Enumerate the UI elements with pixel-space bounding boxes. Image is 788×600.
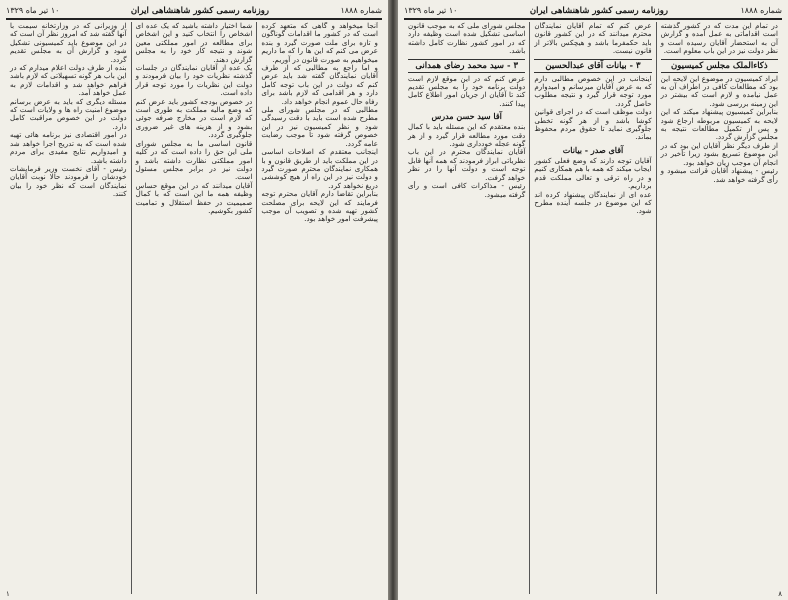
left-page	[0, 0, 388, 600]
left-column-2	[131, 22, 257, 594]
right-column-3	[404, 22, 529, 594]
paragraph: مسئله دیگری که باید به عرض برسانم موضوع امنیت راه ها و ولایات است که دولت در این خصوص مراقبت کامل دارد.	[9, 96, 127, 131]
left-column-1	[256, 22, 382, 594]
paragraph: اینجانب در این خصوص مطالبی دارم که به عرض آقایان میرسانم و امیدوارم مورد توجه قرار گیرد و نتیجه مطلوب حاصل گردد.	[534, 73, 652, 108]
right-header-date: ۱۰ تیر ماه ۱۳۲۹	[404, 6, 458, 15]
right-column-1	[656, 22, 782, 594]
section-subhead: آقا سید حسن مدرس	[431, 111, 502, 122]
paragraph: در تمام این مدت که در کشور گذشته است اقداماتی به عمل آمده و گزارش آن به استحضار آقایان رسیده است و نظر دولت نیز در این باب معلوم است.	[660, 22, 778, 56]
paragraph: رئیس - مذاکرات کافی است و رأی گرفته میشود.	[408, 181, 526, 199]
paragraph: بنابراین تقاضا دارم آقایان محترم توجه فرمایند که این لایحه برای مصلحت کشور تهیه شده و تصویب آن موجب پیشرفت امور خواهد بود.	[261, 189, 378, 224]
paragraph: عرض کنم که تمام آقایان نمایندگان محترم میدانند که در این کشور قانون باید حکمفرما باشد و هیچکس بالاتر از قانون نیست.	[534, 22, 652, 56]
left-header-date: ۱۰ تیر ماه ۱۳۲۹	[6, 6, 60, 15]
paragraph: عرض کنم که در این موقع لازم است دولت برنامه خود را به مجلس تقدیم کند تا آقایان از جریان امور اطلاع کامل پیدا کنند.	[408, 73, 526, 108]
paragraph: شما اختیار داشته باشید که یک عده ای اشخاص را انتخاب کنید و این اشخاص برای مطالعه در امور مملکتی معین شوند و نتیجه کار خود را به مجلس گزارش دهند.	[135, 22, 253, 64]
left-page-header	[6, 4, 382, 20]
paragraph: بنابراین کمیسیون پیشنهاد میکند که این لایحه به کمیسیون مربوطه ارجاع شود و پس از تکمیل مطالعات نتیجه به مجلس گزارش گردد.	[660, 107, 778, 142]
paragraph: بنده معتقدم که این مسئله باید با کمال دقت مورد مطالعه قرار گیرد و از هر گونه عجله خودداری شود.	[408, 122, 526, 149]
left-page-number: ۱	[6, 590, 10, 598]
right-header-issue: شماره ۱۸۸۸	[740, 6, 782, 15]
right-page-columns	[404, 22, 782, 594]
section-heading: ۳ - بیانات آقای عبدالحسین	[534, 59, 651, 73]
left-page-columns	[6, 22, 382, 594]
paragraph: اینجانب معتقدم که اصلاحات اساسی در این مملکت باید از طریق قانون و با همکاری نمایندگان محترم صورت گیرد و دولت نیز در این راه از هیچ کوششی دریغ نخواهد کرد.	[261, 147, 378, 190]
page-gutter	[388, 0, 398, 600]
paragraph: آقایان توجه دارند که وضع فعلی کشور ایجاب میکند که همه با هم همکاری کنیم و در راه ترقی و تعالی مملکت قدم برداریم.	[534, 155, 652, 191]
paragraph: و اما راجع به مطالبی که از طرف آقایان نمایندگان گفته شد باید عرض کنم که دولت در این باب توجه کامل دارد و هر اقدامی که لازم باشد برای رفاه حال عموم انجام خواهد داد.	[261, 63, 378, 106]
paragraph: در خصوص بودجه کشور باید عرض کنم که وضع مالیه مملکت به طوری است که لازم است در مخارج صرفه جوئی بشود و از هزینه های غیر ضروری جلوگیری گردد.	[135, 96, 253, 140]
paragraph: آقایان میدانند که در این موقع حساس وظیفه همه ما این است که با کمال صمیمیت در حفظ استقلال و تمامیت کشور بکوشیم.	[135, 180, 253, 215]
paragraph: عده ای از نمایندگان پیشنهاد کرده اند که این موضوع در جلسه آینده مطرح شود.	[534, 189, 652, 216]
left-header-title: روزنامه رسمی کشور شاهنشاهی ایران	[130, 6, 269, 16]
section-heading: ذکاءالملک مجلس کمیسیون	[661, 59, 778, 73]
right-page-header	[404, 4, 782, 20]
paragraph: در امور اقتصادی نیز برنامه هائی تهیه شده است که به تدریج اجرا خواهد شد و امیدواریم نتایج مفیدی برای مردم داشته باشد.	[9, 130, 127, 165]
paragraph: از طرف دیگر نظر آقایان این بود که در این موضوع تسریع بشود زیرا تأخیر در انجام آن موجب زیان خواهد بود.	[660, 140, 778, 167]
paragraph: دولت موظف است که در اجرای قوانین کوشا باشد و از هر گونه تخطی جلوگیری نماید تا حقوق مردم محفوظ بماند.	[534, 107, 652, 142]
paragraph: آقایان نمایندگان محترم در این باب نظریاتی ابراز فرمودند که همه آنها قابل توجه است و دولت آنها را در نظر خواهد گرفت.	[408, 147, 526, 182]
paragraph: آنجا میخواهد و گاهی که متعهد کرده است که در کشور ما اقدامات گوناگون و تازه برای ملت صورت گیرد و بنده عرض می کنم که این ها را که ما داریم میخواهیم به صورت قانون در آوریم.	[261, 22, 378, 64]
right-header-title: روزنامه رسمی کشور شاهنشاهی ایران	[529, 6, 668, 16]
left-column-3	[6, 22, 131, 594]
paragraph: مطالبی که در مجلس شورای ملی مطرح شده است باید با دقت رسیدگی شود و نظر کمیسیون نیز در این خصوص گرفته شود تا موجب رضایت عامه گردد.	[261, 105, 378, 148]
paragraph: ایراد کمیسیون در موضوع این لایحه این بود که مطالعات کافی در اطراف آن به عمل نیامده و لازم است که بیشتر در این زمینه بررسی شود.	[660, 73, 778, 108]
paragraph: مجلس شورای ملی که به موجب قانون اساسی تشکیل شده است وظیفه دارد که در امور کشور نظارت کامل داشته باشد.	[408, 22, 526, 56]
left-header-issue: شماره ۱۸۸۸	[340, 6, 382, 15]
paragraph: یک عده از آقایان نمایندگان در جلسات گذشته نظریات خود را بیان فرمودند و دولت این نظریات را مورد توجه قرار داده است.	[135, 63, 253, 98]
right-page	[398, 0, 788, 600]
paragraph: از وزیرانی که در وزارتخانه سیمت با آنها گفته شد که امروز نظر آن است که در این موضوع باید کمیسیونی تشکیل شود و گزارش آن به مجلس تقدیم گردد.	[9, 22, 127, 64]
section-subhead: آقای صدر - بیانات	[562, 144, 624, 155]
right-column-2	[529, 22, 655, 594]
paragraph: رئیس - آقای نخست وزیر فرمایشات خودشان را فرمودند حالا نوبت آقایان نمایندگان است که نظر خود را بیان کنند.	[9, 163, 127, 199]
paragraph: قانون اساسی ما به مجلس شورای ملی این حق را داده است که در کلیه امور مملکتی نظارت داشته باشد و دولت نیز در برابر مجلس مسئول است.	[135, 138, 253, 182]
section-heading: ۳ - سید محمد رضای همدانی	[408, 59, 525, 73]
paragraph: رئیس - پیشنهاد آقایان قرائت میشود و رأی گرفته خواهد شد.	[660, 166, 778, 184]
paragraph: بنده از طرف دولت اعلام میدارم که در این باب هر گونه تسهیلاتی که لازم باشد فراهم خواهد شد و اقدامات لازم به عمل خواهد آمد.	[9, 63, 127, 98]
right-page-number: ۸	[778, 590, 782, 598]
